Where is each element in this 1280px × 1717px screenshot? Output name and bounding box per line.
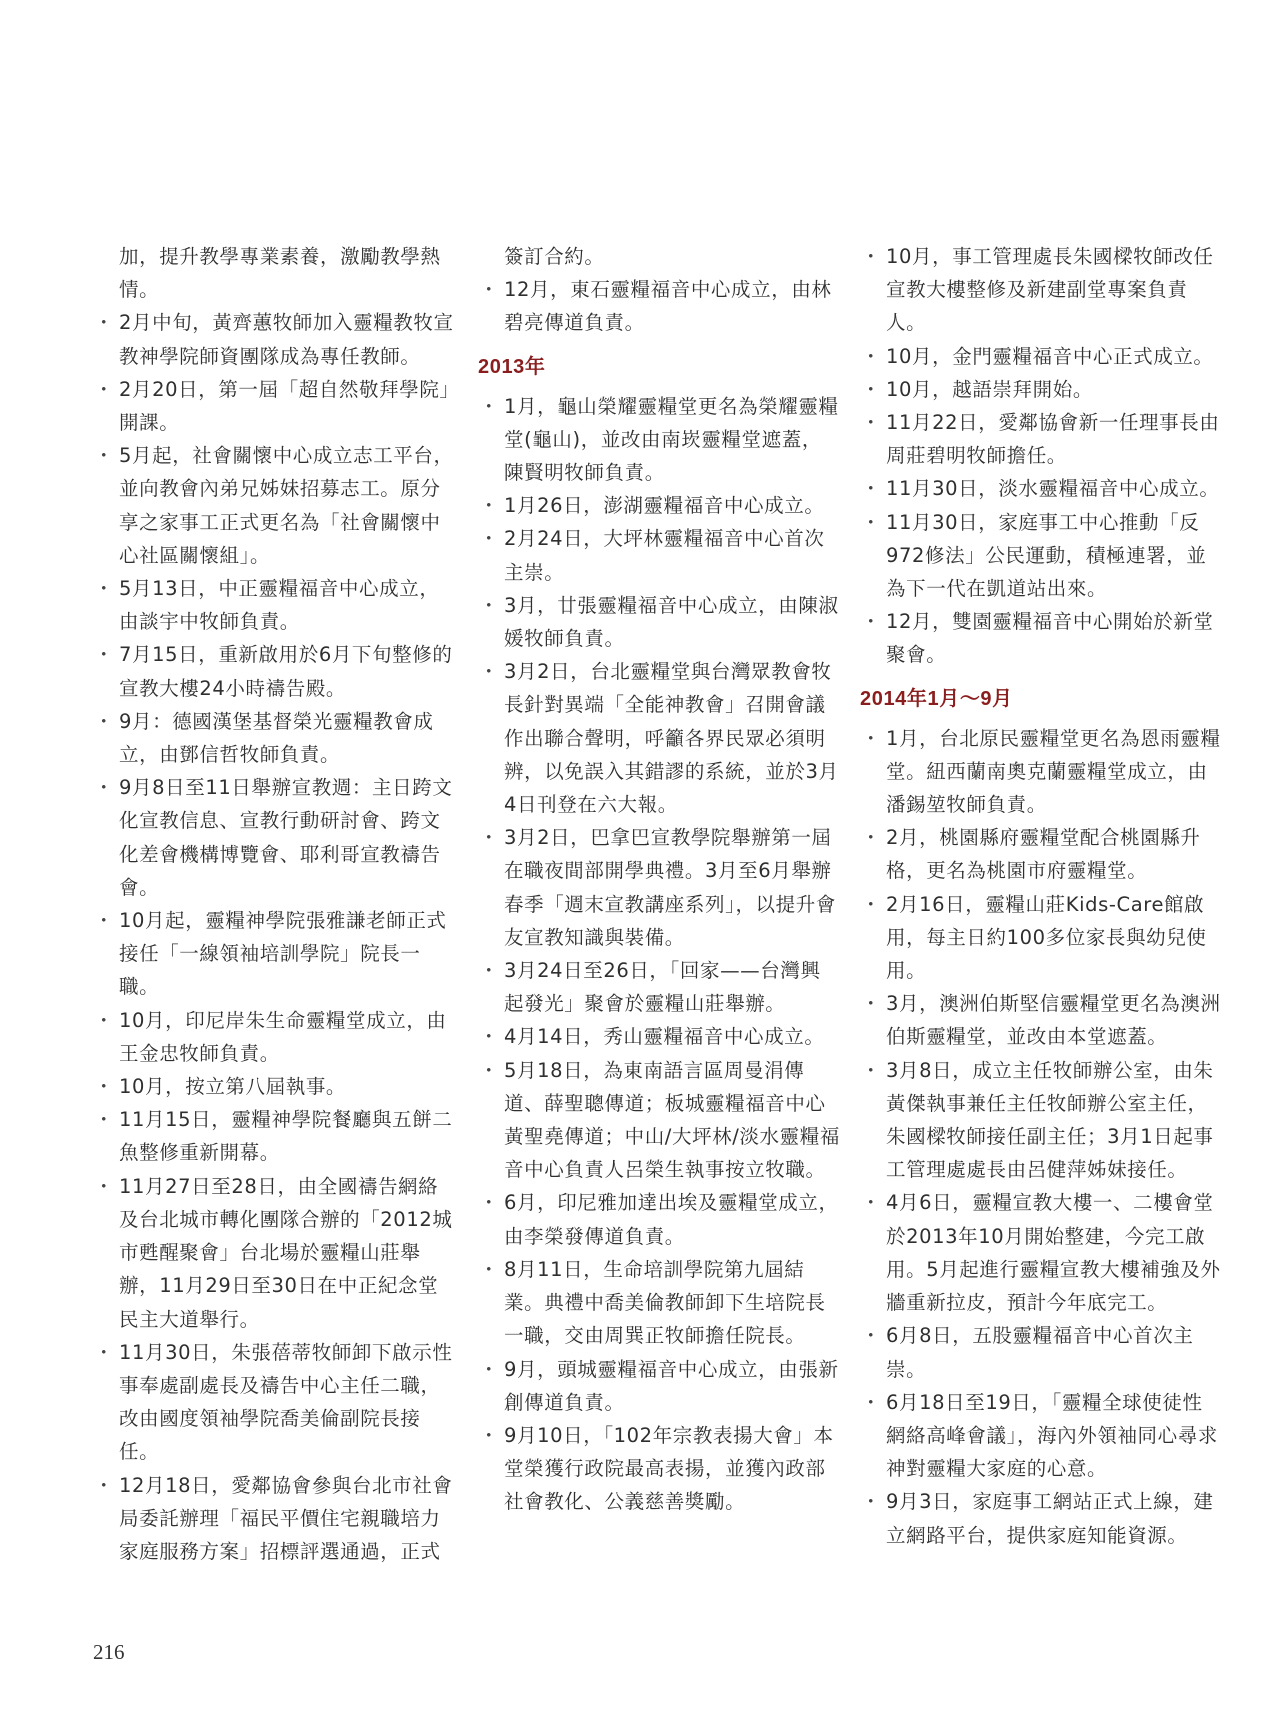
list-item: ・ 10月，越語崇拜開始。 — [860, 373, 1222, 406]
list-item: ・ 7月15日，重新啟用於6月下旬整修的宣教大樓24小時禱告殿。 — [93, 638, 458, 704]
list-item: ・ 12月，東石靈糧福音中心成立，由林碧亮傳道負責。 — [478, 273, 840, 339]
list-item-continued: 簽訂合約。 — [504, 245, 605, 268]
list-item: ・ 12月，雙園靈糧福音中心開始於新堂聚會。 — [860, 605, 1222, 671]
list-item: ・ 5月13日，中正靈糧福音中心成立，由談宇中牧師負責。 — [93, 572, 458, 638]
list-item: ・ 10月，金門靈糧福音中心正式成立。 — [860, 340, 1222, 373]
list-item: ・ 2月中旬，黃齊蕙牧師加入靈糧教牧宣教神學院師資團隊成為專任教師。 — [93, 306, 458, 372]
list-item: ・ 4月14日，秀山靈糧福音中心成立。 — [478, 1020, 840, 1053]
list-item: ・ 3月24日至26日，「回家——台灣興起發光」聚會於靈糧山莊舉辦。 — [478, 954, 840, 1020]
list-item: ・ 11月30日，家庭事工中心推動「反972修法」公民運動，積極連署，並為下一代在凱道站出來。 — [860, 506, 1222, 606]
year-heading: 2013年 — [478, 355, 546, 378]
list-item: ・ 8月11日，生命培訓學院第九屆結業。典禮中喬美倫教師卸下生培院長一職，交由周巽正牧師擔任院長。 — [478, 1253, 840, 1353]
list-item: ・ 10月，印尼岸朱生命靈糧堂成立，由王金忠牧師負責。 — [93, 1004, 458, 1070]
list-item: ・ 9月8日至11日舉辦宣教週：主日跨文化宣教信息、宣教行動研討會、跨文化差會機構博覽會、耶利哥宣教禱告會。 — [93, 771, 458, 904]
list-item: ・ 2月20日，第一屆「超自然敬拜學院」開課。 — [93, 373, 458, 439]
list-item: ・ 6月18日至19日，「靈糧全球使徒性網絡高峰會議」，海內外領袖同心尋求神對靈糧大家庭的心意。 — [860, 1386, 1222, 1486]
list-item: ・ 10月，按立第八屆執事。 — [93, 1070, 458, 1103]
list-item: ・ 5月18日，為東南語言區周曼涓傳道、薛聖聰傳道；板城靈糧福音中心黃聖堯傳道；中山/大坪林/淡水靈糧福音中心負責人呂榮生執事按立牧職。 — [478, 1054, 840, 1187]
list-item: ・ 3月2日，台北靈糧堂與台灣眾教會牧長針對異端「全能神教會」召開會議作出聯合聲明，呼籲各界民眾必須明辨，以免誤入其錯謬的系統，並於3月4日刊登在六大報。 — [478, 655, 840, 821]
list-item-continued: 加，提升教學專業素養，激勵教學熱情。 — [119, 245, 441, 302]
page-number: 216 — [93, 1640, 125, 1664]
list-item: ・ 11月22日，愛鄰協會新一任理事長由周莊碧明牧師擔任。 — [860, 406, 1222, 472]
list-item: ・ 3月，廿張靈糧福音中心成立，由陳淑媛牧師負責。 — [478, 589, 840, 655]
list-item: ・ 9月10日，「102年宗教表揚大會」本堂榮獲行政院最高表揚，並獲內政部社會教化、公義慈善獎勵。 — [478, 1419, 840, 1519]
list-item: ・ 3月8日，成立主任牧師辦公室，由朱黃傑執事兼任主任牧師辦公室主任，朱國樑牧師接任副主任；3月1日起事工管理處處長由呂健萍姊妹接任。 — [860, 1054, 1222, 1187]
list-item: ・ 1月26日，澎湖靈糧福音中心成立。 — [478, 489, 840, 522]
list-item: ・ 9月3日，家庭事工網站正式上線，建立網路平台，提供家庭知能資源。 — [860, 1485, 1222, 1551]
list-item: ・ 10月起，靈糧神學院張雅謙老師正式接任「一線領袖培訓學院」院長一職。 — [93, 904, 458, 1004]
list-item: ・ 4月6日，靈糧宣教大樓一、二樓會堂於2013年10月開始整建，今完工啟用。5月起進行靈糧宣教大樓補強及外牆重新拉皮，預計今年底完工。 — [860, 1186, 1222, 1319]
list-item: ・ 3月2日，巴拿巴宣教學院舉辦第一屆在職夜間部開學典禮。3月至6月舉辦春季「週末宣教講座系列」，以提升會友宣教知識與裝備。 — [478, 821, 840, 954]
list-item: ・ 11月15日，靈糧神學院餐廳與五餅二魚整修重新開幕。 — [93, 1103, 458, 1169]
list-item: ・ 11月27日至28日，由全國禱告網絡及台北城市轉化團隊合辦的「2012城市甦醒聚會」台北場於靈糧山莊舉辦，11月29日至30日在中正紀念堂民主大道舉行。 — [93, 1170, 458, 1336]
list-item: ・ 9月，頭城靈糧福音中心成立，由張新創傳道負責。 — [478, 1353, 840, 1419]
text-column-3 — [860, 240, 1222, 1552]
text-column-1 — [93, 240, 458, 1568]
list-item: ・ 6月，印尼雅加達出埃及靈糧堂成立，由李榮發傳道負責。 — [478, 1186, 840, 1252]
list-item: ・ 11月30日，淡水靈糧福音中心成立。 — [860, 472, 1222, 505]
list-item: ・ 5月起，社會關懷中心成立志工平台，並向教會內弟兄姊妹招募志工。原分享之家事工正式更名為「社會關懷中心社區關懷組」。 — [93, 439, 458, 572]
list-item: ・ 2月24日，大坪林靈糧福音中心首次主崇。 — [478, 522, 840, 588]
list-item: ・ 3月，澳洲伯斯堅信靈糧堂更名為澳洲伯斯靈糧堂，並改由本堂遮蓋。 — [860, 987, 1222, 1053]
list-item: ・ 2月16日，靈糧山莊Kids-Care館啟用，每主日約100多位家長與幼兒使用。 — [860, 888, 1222, 988]
list-item: ・ 6月8日，五股靈糧福音中心首次主崇。 — [860, 1319, 1222, 1385]
list-item: ・ 9月：德國漢堡基督榮光靈糧教會成立，由鄧信哲牧師負責。 — [93, 705, 458, 771]
text-column-2 — [478, 240, 840, 1519]
list-item: ・ 10月，事工管理處長朱國樑牧師改任宣教大樓整修及新建副堂專案負責人。 — [860, 240, 1222, 340]
list-item: ・ 11月30日，朱張蓓蒂牧師卸下啟示性事奉處副處長及禱告中心主任二職，改由國度領袖學院喬美倫副院長接任。 — [93, 1336, 458, 1469]
list-item: ・ 1月，台北原民靈糧堂更名為恩雨靈糧堂。紐西蘭南奧克蘭靈糧堂成立，由潘錫堃牧師負責。 — [860, 722, 1222, 822]
list-item: ・ 12月18日，愛鄰協會參與台北市社會局委託辦理「福民平價住宅親職培力家庭服務方案」招標評選通過，正式 — [93, 1469, 458, 1569]
list-item: ・ 2月，桃園縣府靈糧堂配合桃園縣升格，更名為桃園市府靈糧堂。 — [860, 821, 1222, 887]
year-heading: 2014年1月～9月 — [860, 687, 1013, 710]
list-item: ・ 1月，龜山榮耀靈糧堂更名為榮耀靈糧堂(龜山)，並改由南崁靈糧堂遮蓋，陳賢明牧師負責。 — [478, 390, 840, 490]
